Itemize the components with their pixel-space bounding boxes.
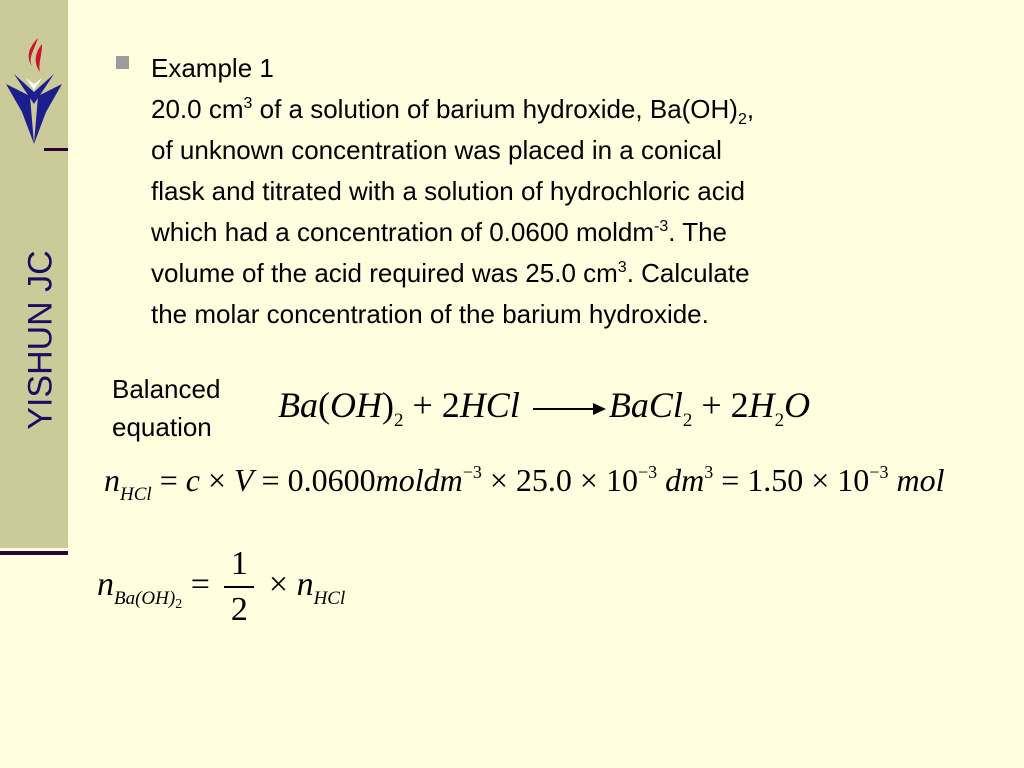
question-line: which had a concentration of 0.0600 moldm$^{-3}$. The <box>151 217 727 247</box>
sidebar <box>0 0 68 548</box>
bullet-square-icon <box>116 56 129 69</box>
question-line: of unknown concentration was placed in a conical <box>151 135 722 165</box>
balanced-equation-label: Balanced equation <box>112 374 221 442</box>
question-line: volume of the acid required was 25.0 $cm^3$. Calculate <box>151 258 750 288</box>
moles-barium-hydroxide-equation: $n_{Ba(OH)2}$ = $\frac{1}{2}$ × $n_{HCl}$ <box>97 545 346 628</box>
question-line: 20.0 $cm^3$ of a solution of barium hydroxide, $Ba(OH)_2$, <box>151 94 755 128</box>
balanced-equation: $Ba(OH)_2 + 2HCl$ BaCl$_2$ + $2H_2O$ <box>278 385 811 431</box>
fraction-one-half: $\frac{1}{2}$ <box>224 544 254 630</box>
reaction-arrow-icon <box>531 401 607 417</box>
sidebar-divider-bottom <box>0 551 68 555</box>
example-heading: Example 1 <box>151 53 274 83</box>
question-line: the molar concentration of the barium hydroxide. <box>151 299 709 329</box>
moles-hcl-equation: $n_{HCl} = c \times V$ = 0.0600moldm$^{-3}$ × $25.0 \times 10^{-3}$ $dm^3 = 1.50 \times 10^{-3}$ mol <box>104 462 945 505</box>
question-text <box>151 48 991 335</box>
school-name: YISHUN JC <box>21 250 60 430</box>
sidebar-divider-top <box>44 148 68 151</box>
school-logo-icon <box>4 34 64 146</box>
question-line: flask and titrated with a solution of hydrochloric acid <box>151 176 745 206</box>
